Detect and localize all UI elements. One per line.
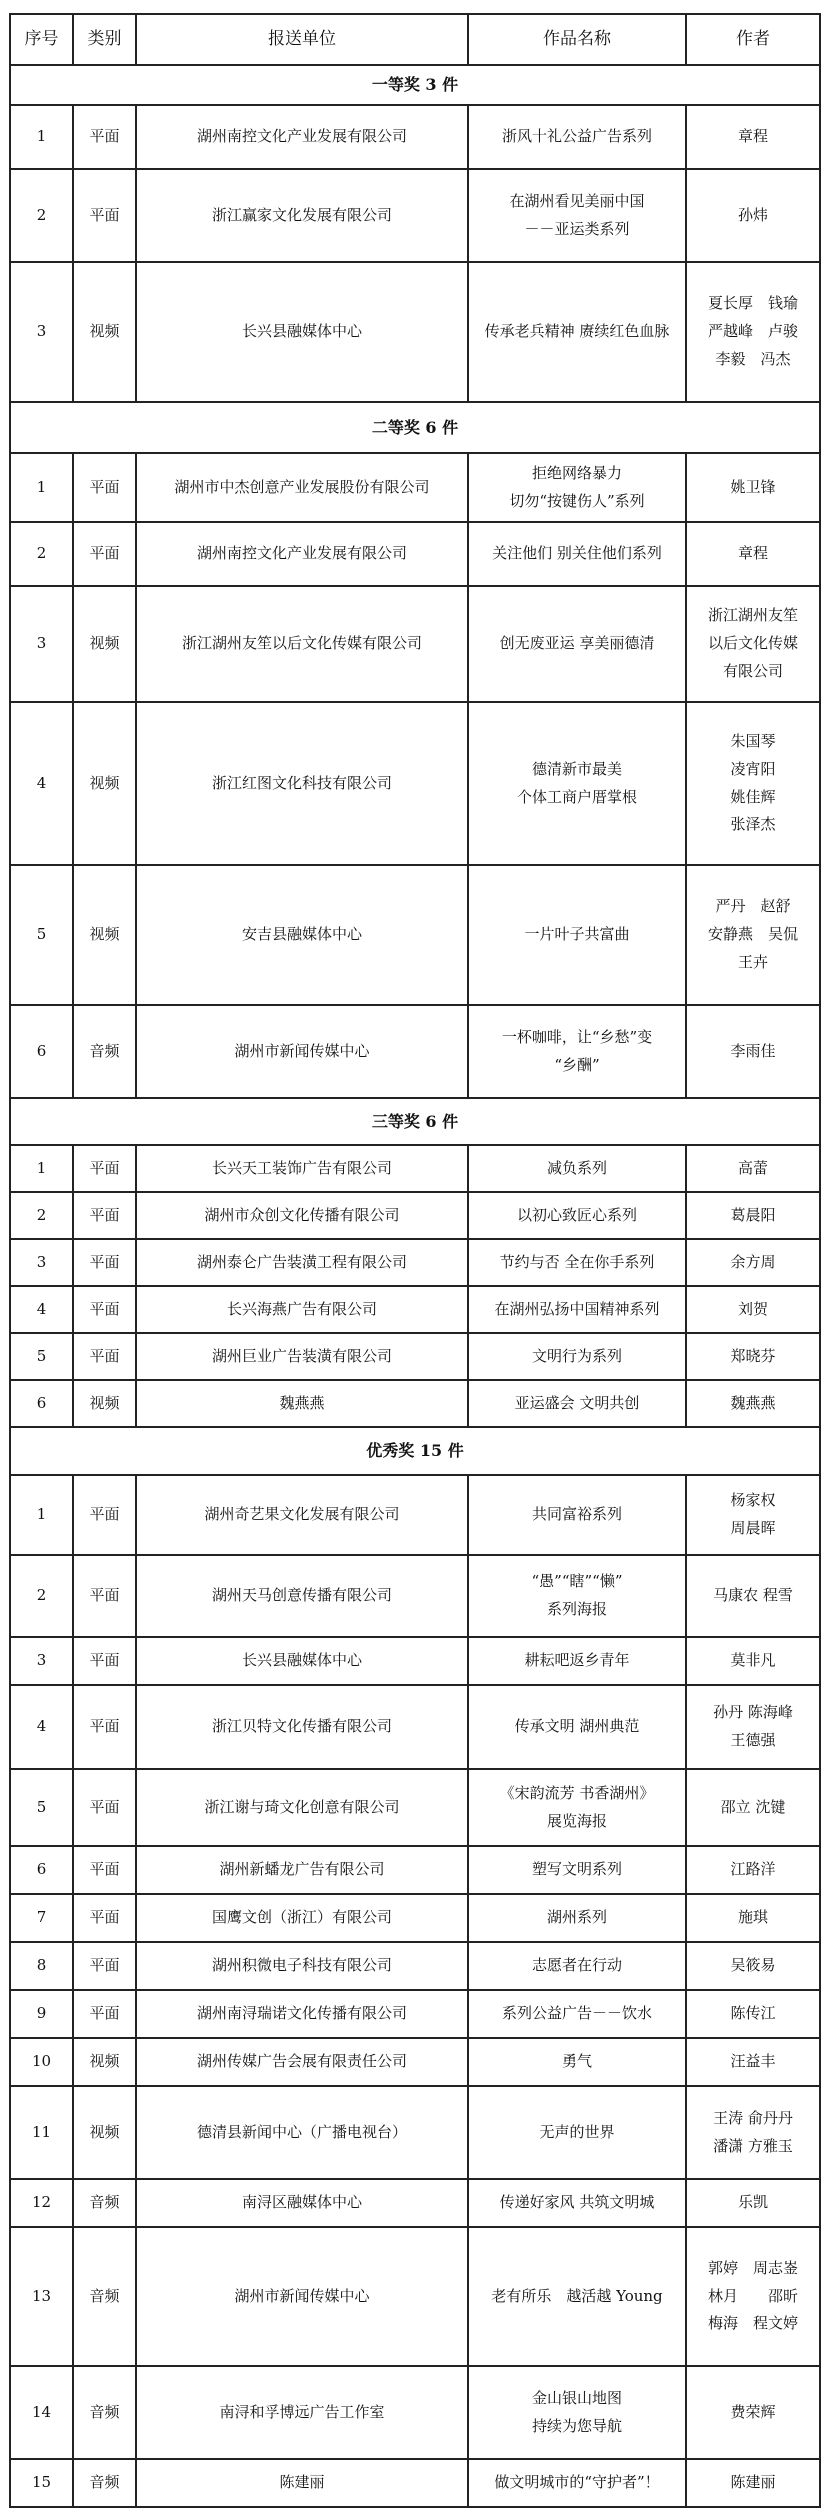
cell-author: 莫非凡 [686, 1637, 820, 1685]
cell-index: 3 [10, 586, 73, 702]
cell-index: 6 [10, 1380, 73, 1427]
table-row [10, 1145, 820, 1192]
cell-submitting-unit: 国鹰文创（浙江）有限公司 [136, 1894, 468, 1942]
cell-work-title: 拒绝网络暴力 切勿“按键伤人”系列 [468, 453, 686, 522]
cell-category: 视频 [73, 2086, 136, 2179]
cell-index: 13 [10, 2227, 73, 2366]
cell-index: 2 [10, 522, 73, 586]
table-row [10, 1685, 820, 1769]
cell-work-title: 无声的世界 [468, 2086, 686, 2179]
table-row [10, 1475, 820, 1555]
cell-category: 平面 [73, 1769, 136, 1846]
cell-category: 平面 [73, 1637, 136, 1685]
cell-work-title: 志愿者在行动 [468, 1942, 686, 1990]
table-row [10, 1192, 820, 1239]
cell-work-title: 共同富裕系列 [468, 1475, 686, 1555]
cell-work-title: 节约与否 全在你手系列 [468, 1239, 686, 1286]
cell-index: 15 [10, 2459, 73, 2507]
table-row [10, 1555, 820, 1637]
table-row [10, 1990, 820, 2038]
cell-index: 1 [10, 453, 73, 522]
cell-category: 平面 [73, 522, 136, 586]
cell-category: 音频 [73, 1005, 136, 1098]
cell-work-title: 关注他们 别关住他们系列 [468, 522, 686, 586]
cell-author: 费荣辉 [686, 2366, 820, 2459]
cell-submitting-unit: 湖州积微电子科技有限公司 [136, 1942, 468, 1990]
cell-work-title: 老有所乐 越活越 Young [468, 2227, 686, 2366]
cell-index: 11 [10, 2086, 73, 2179]
section-title: 二等奖 6 件 [10, 402, 820, 453]
cell-author: 余方周 [686, 1239, 820, 1286]
cell-work-title: 传承老兵精神 赓续红色血脉 [468, 262, 686, 402]
cell-index: 1 [10, 1475, 73, 1555]
cell-author: 乐凯 [686, 2179, 820, 2227]
cell-work-title: 以初心致匠心系列 [468, 1192, 686, 1239]
cell-submitting-unit: 湖州泰仑广告装潢工程有限公司 [136, 1239, 468, 1286]
cell-submitting-unit: 长兴县融媒体中心 [136, 262, 468, 402]
cell-category: 平面 [73, 1555, 136, 1637]
cell-author: 严丹 赵舒 安静燕 吴侃 王卉 [686, 865, 820, 1005]
table-row [10, 2227, 820, 2366]
cell-submitting-unit: 南浔区融媒体中心 [136, 2179, 468, 2227]
cell-author: 姚卫锋 [686, 453, 820, 522]
cell-submitting-unit: 湖州新蟠龙广告有限公司 [136, 1846, 468, 1894]
cell-work-title: 在湖州看见美丽中国 －－亚运类系列 [468, 169, 686, 262]
awards-table [9, 13, 821, 2508]
cell-work-title: 《宋韵流芳 书香湖州》 展览海报 [468, 1769, 686, 1846]
cell-category: 平面 [73, 1475, 136, 1555]
cell-submitting-unit: 德清县新闻中心（广播电视台） [136, 2086, 468, 2179]
cell-index: 14 [10, 2366, 73, 2459]
cell-work-title: 浙风十礼公益广告系列 [468, 105, 686, 169]
table-row [10, 1769, 820, 1846]
cell-work-title: 传递好家风 共筑文明城 [468, 2179, 686, 2227]
cell-index: 6 [10, 1005, 73, 1098]
section-title: 优秀奖 15 件 [10, 1427, 820, 1475]
cell-work-title: 湖州系列 [468, 1894, 686, 1942]
cell-author: 章程 [686, 105, 820, 169]
cell-category: 平面 [73, 1286, 136, 1333]
cell-author: 王涛 俞丹丹 潘潇 方雅玉 [686, 2086, 820, 2179]
cell-work-title: 勇气 [468, 2038, 686, 2086]
table-row [10, 522, 820, 586]
table-row [10, 262, 820, 402]
cell-author: 汪益丰 [686, 2038, 820, 2086]
table-row [10, 865, 820, 1005]
cell-index: 3 [10, 1637, 73, 1685]
cell-work-title: 塑写文明系列 [468, 1846, 686, 1894]
table-row [10, 702, 820, 865]
cell-author: 邵立 沈键 [686, 1769, 820, 1846]
header-submitting-unit: 报送单位 [136, 14, 468, 65]
cell-category: 视频 [73, 2038, 136, 2086]
cell-index: 1 [10, 105, 73, 169]
cell-work-title: 一杯咖啡，让“乡愁”变 “乡酬” [468, 1005, 686, 1098]
cell-submitting-unit: 魏燕燕 [136, 1380, 468, 1427]
cell-category: 平面 [73, 1894, 136, 1942]
cell-category: 视频 [73, 865, 136, 1005]
cell-submitting-unit: 长兴海燕广告有限公司 [136, 1286, 468, 1333]
cell-index: 2 [10, 169, 73, 262]
cell-work-title: 减负系列 [468, 1145, 686, 1192]
cell-work-title: 金山银山地图 持续为您导航 [468, 2366, 686, 2459]
cell-category: 平面 [73, 1685, 136, 1769]
section-header-row [10, 65, 820, 105]
cell-category: 视频 [73, 702, 136, 865]
cell-submitting-unit: 湖州市众创文化传播有限公司 [136, 1192, 468, 1239]
cell-index: 4 [10, 1286, 73, 1333]
cell-index: 2 [10, 1555, 73, 1637]
cell-author: 夏长厚 钱瑜 严越峰 卢骏 李毅 冯杰 [686, 262, 820, 402]
cell-index: 3 [10, 1239, 73, 1286]
cell-submitting-unit: 浙江赢家文化发展有限公司 [136, 169, 468, 262]
section-header-row [10, 1098, 820, 1145]
header-work-title: 作品名称 [468, 14, 686, 65]
table-row [10, 169, 820, 262]
section-header-row [10, 1427, 820, 1475]
cell-category: 音频 [73, 2366, 136, 2459]
table-row [10, 2179, 820, 2227]
cell-submitting-unit: 浙江湖州友笙以后文化传媒有限公司 [136, 586, 468, 702]
cell-author: 李雨佳 [686, 1005, 820, 1098]
cell-work-title: 一片叶子共富曲 [468, 865, 686, 1005]
cell-work-title: 在湖州弘扬中国精神系列 [468, 1286, 686, 1333]
cell-category: 平面 [73, 1239, 136, 1286]
cell-author: 葛晨阳 [686, 1192, 820, 1239]
cell-submitting-unit: 湖州南控文化产业发展有限公司 [136, 522, 468, 586]
table-row [10, 2038, 820, 2086]
cell-author: 高蕾 [686, 1145, 820, 1192]
cell-submitting-unit: 安吉县融媒体中心 [136, 865, 468, 1005]
section-header-row [10, 402, 820, 453]
cell-category: 音频 [73, 2179, 136, 2227]
cell-submitting-unit: 湖州巨业广告装潢有限公司 [136, 1333, 468, 1380]
awards-table-body [10, 14, 820, 2507]
table-row [10, 2086, 820, 2179]
cell-submitting-unit: 湖州市中杰创意产业发展股份有限公司 [136, 453, 468, 522]
cell-submitting-unit: 浙江谢与琦文化创意有限公司 [136, 1769, 468, 1846]
cell-work-title: 系列公益广告－－饮水 [468, 1990, 686, 2038]
cell-submitting-unit: 长兴县融媒体中心 [136, 1637, 468, 1685]
cell-work-title: 文明行为系列 [468, 1333, 686, 1380]
header-index: 序号 [10, 14, 73, 65]
table-row [10, 453, 820, 522]
cell-index: 1 [10, 1145, 73, 1192]
cell-author: 吴筱易 [686, 1942, 820, 1990]
cell-category: 平面 [73, 1942, 136, 1990]
table-row [10, 1637, 820, 1685]
cell-submitting-unit: 陈建丽 [136, 2459, 468, 2507]
table-row [10, 1846, 820, 1894]
cell-category: 视频 [73, 1380, 136, 1427]
cell-author: 朱国琴 凌宵阳 姚佳辉 张泽杰 [686, 702, 820, 865]
cell-index: 12 [10, 2179, 73, 2227]
cell-author: 郭婷 周志崟 林月 邵昕 梅海 程文婷 [686, 2227, 820, 2366]
table-row [10, 1942, 820, 1990]
cell-submitting-unit: 湖州南控文化产业发展有限公司 [136, 105, 468, 169]
cell-index: 5 [10, 865, 73, 1005]
cell-author: 马康农 程雪 [686, 1555, 820, 1637]
section-title: 一等奖 3 件 [10, 65, 820, 105]
table-row [10, 2459, 820, 2507]
cell-category: 平面 [73, 1990, 136, 2038]
cell-work-title: 亚运盛会 文明共创 [468, 1380, 686, 1427]
table-row [10, 2366, 820, 2459]
cell-index: 5 [10, 1769, 73, 1846]
cell-author: 江路洋 [686, 1846, 820, 1894]
cell-author: 陈传江 [686, 1990, 820, 2038]
cell-author: 魏燕燕 [686, 1380, 820, 1427]
cell-author: 孙丹 陈海峰 王德强 [686, 1685, 820, 1769]
table-row [10, 1894, 820, 1942]
table-row [10, 1333, 820, 1380]
cell-submitting-unit: 湖州南浔瑞诺文化传播有限公司 [136, 1990, 468, 2038]
cell-category: 平面 [73, 453, 136, 522]
cell-author: 施琪 [686, 1894, 820, 1942]
cell-submitting-unit: 湖州市新闻传媒中心 [136, 1005, 468, 1098]
section-title: 三等奖 6 件 [10, 1098, 820, 1145]
table-row [10, 105, 820, 169]
cell-submitting-unit: 长兴天工装饰广告有限公司 [136, 1145, 468, 1192]
cell-category: 视频 [73, 586, 136, 702]
cell-work-title: 创无废亚运 享美丽德清 [468, 586, 686, 702]
cell-category: 视频 [73, 262, 136, 402]
cell-category: 平面 [73, 105, 136, 169]
cell-category: 平面 [73, 1846, 136, 1894]
cell-work-title: “愚”“瞎”“懒” 系列海报 [468, 1555, 686, 1637]
cell-index: 4 [10, 1685, 73, 1769]
cell-submitting-unit: 湖州传媒广告会展有限责任公司 [136, 2038, 468, 2086]
cell-submitting-unit: 湖州市新闻传媒中心 [136, 2227, 468, 2366]
cell-index: 2 [10, 1192, 73, 1239]
table-row [10, 1239, 820, 1286]
cell-category: 平面 [73, 1192, 136, 1239]
cell-category: 平面 [73, 1145, 136, 1192]
cell-author: 刘贺 [686, 1286, 820, 1333]
cell-work-title: 德清新市最美 个体工商户厝掌根 [468, 702, 686, 865]
table-row [10, 1005, 820, 1098]
cell-index: 9 [10, 1990, 73, 2038]
cell-submitting-unit: 湖州奇艺果文化发展有限公司 [136, 1475, 468, 1555]
cell-submitting-unit: 浙江红图文化科技有限公司 [136, 702, 468, 865]
cell-category: 音频 [73, 2227, 136, 2366]
cell-submitting-unit: 南浔和孚博远广告工作室 [136, 2366, 468, 2459]
cell-index: 6 [10, 1846, 73, 1894]
cell-work-title: 传承文明 湖州典范 [468, 1685, 686, 1769]
table-row [10, 1286, 820, 1333]
cell-author: 杨家权 周晨晖 [686, 1475, 820, 1555]
cell-index: 3 [10, 262, 73, 402]
cell-category: 平面 [73, 169, 136, 262]
cell-author: 陈建丽 [686, 2459, 820, 2507]
table-header-row [10, 14, 820, 65]
cell-index: 5 [10, 1333, 73, 1380]
table-row [10, 586, 820, 702]
cell-index: 8 [10, 1942, 73, 1990]
header-author: 作者 [686, 14, 820, 65]
cell-index: 4 [10, 702, 73, 865]
cell-category: 平面 [73, 1333, 136, 1380]
cell-author: 郑晓芬 [686, 1333, 820, 1380]
cell-submitting-unit: 湖州天马创意传播有限公司 [136, 1555, 468, 1637]
cell-author: 孙炜 [686, 169, 820, 262]
cell-author: 浙江湖州友笙 以后文化传媒 有限公司 [686, 586, 820, 702]
cell-category: 音频 [73, 2459, 136, 2507]
cell-submitting-unit: 浙江贝特文化传播有限公司 [136, 1685, 468, 1769]
cell-work-title: 做文明城市的“守护者”！ [468, 2459, 686, 2507]
header-category: 类别 [73, 14, 136, 65]
cell-index: 7 [10, 1894, 73, 1942]
cell-index: 10 [10, 2038, 73, 2086]
cell-work-title: 耕耘吧返乡青年 [468, 1637, 686, 1685]
table-row [10, 1380, 820, 1427]
cell-author: 章程 [686, 522, 820, 586]
